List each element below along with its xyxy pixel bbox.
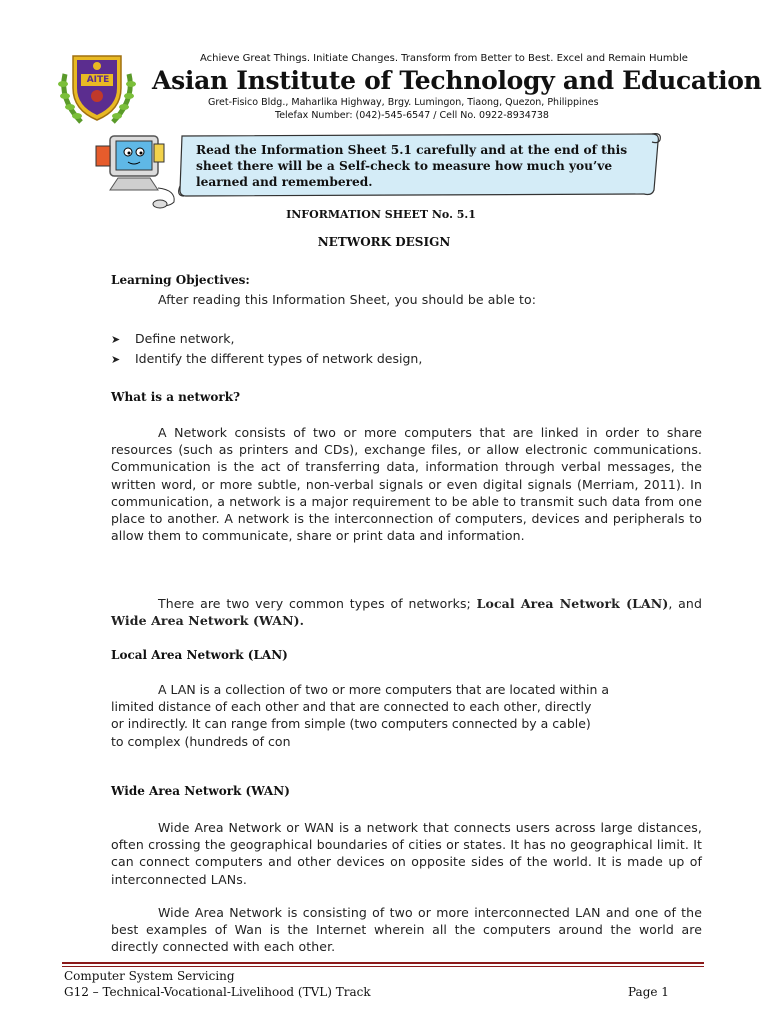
institution-address: Gret-Fisico Bldg., Maharlika Highway, Brgy. Lumingon, Tiaong, Quezon, Philippines <box>208 97 599 108</box>
network-types-paragraph: There are two very common types of networks; Local Area Network (LAN), and Wide Area Network (WAN). <box>111 596 702 629</box>
page-number: Page 1 <box>628 985 669 999</box>
computer-mascot-icon <box>88 130 188 210</box>
footer-divider <box>62 962 704 964</box>
section-heading-lan: Local Area Network (LAN) <box>111 648 288 662</box>
topic-title: NETWORK DESIGN <box>317 235 451 249</box>
logo-text: AITE <box>86 75 110 85</box>
objectives-intro: After reading this Information Sheet, you should be able to: <box>158 292 537 307</box>
objective-item: ➤ Define network, <box>111 331 235 346</box>
arrow-bullet-icon: ➤ <box>111 333 121 346</box>
footer-track: G12 – Technical-Vocational-Livelihood (TVL) Track <box>64 985 371 999</box>
section-heading-what-is-network: What is a network? <box>111 390 241 404</box>
footer-course: Computer System Servicing <box>64 969 235 983</box>
institution-name: Asian Institute of Technology and Education <box>152 66 762 95</box>
sheet-title: INFORMATION SHEET No. 5.1 <box>286 208 476 221</box>
lan-paragraph: A LAN is a collection of two or more computers that are located within a limited distance of each other and that are connected to each other, directly or indirectly. It can range from simple (two computers connected by a cable) to complex (hundreds of con <box>111 682 610 749</box>
institution-telefax: Telefax Number: (042)-545-6547 / Cell No. 0922-8934738 <box>275 110 549 121</box>
notice-text: Read the Information Sheet 5.1 carefully and at the end of this sheet there will be a Self-check to measure how much you’ve learned and remembered. <box>196 143 628 189</box>
objectives-heading: Learning Objectives: <box>111 273 250 287</box>
school-motto: Achieve Great Things. Initiate Changes. Transform from Better to Best. Excel and Remain Humble <box>200 53 688 64</box>
footer-divider-thin <box>62 966 704 967</box>
objective-item: ➤ Identify the different types of network design, <box>111 351 423 366</box>
what-is-network-paragraph: A Network consists of two or more computers that are linked in order to share resources (such as printers and CDs), exchange files, or allow electronic communications. Communication is the act of transferring data, information through verbal messages, the written word, or more subtle, non-verbal signals or even digital signals (Merriam, 2011). In communication, a network is a major requirement to be able to transmit such data from one place to another. A network is the interconnection of computers, devices and peripherals to allow them to communicate, share or print data and information. <box>111 425 702 544</box>
school-logo <box>55 44 139 130</box>
arrow-bullet-icon: ➤ <box>111 353 121 366</box>
wan-paragraph-1: Wide Area Network or WAN is a network that connects users across large distances, often crossing the geographical boundaries of cities or states. It has no geographical limit. It can connect computers and other devices on opposite sides of the world. It is made up of interconnected LANs. <box>111 820 702 887</box>
section-heading-wan: Wide Area Network (WAN) <box>111 784 290 798</box>
wan-paragraph-2: Wide Area Network is consisting of two or more interconnected LAN and one of the best examples of Wan is the Internet wherein all the computers around the world are directly connected with each other. <box>111 905 702 955</box>
